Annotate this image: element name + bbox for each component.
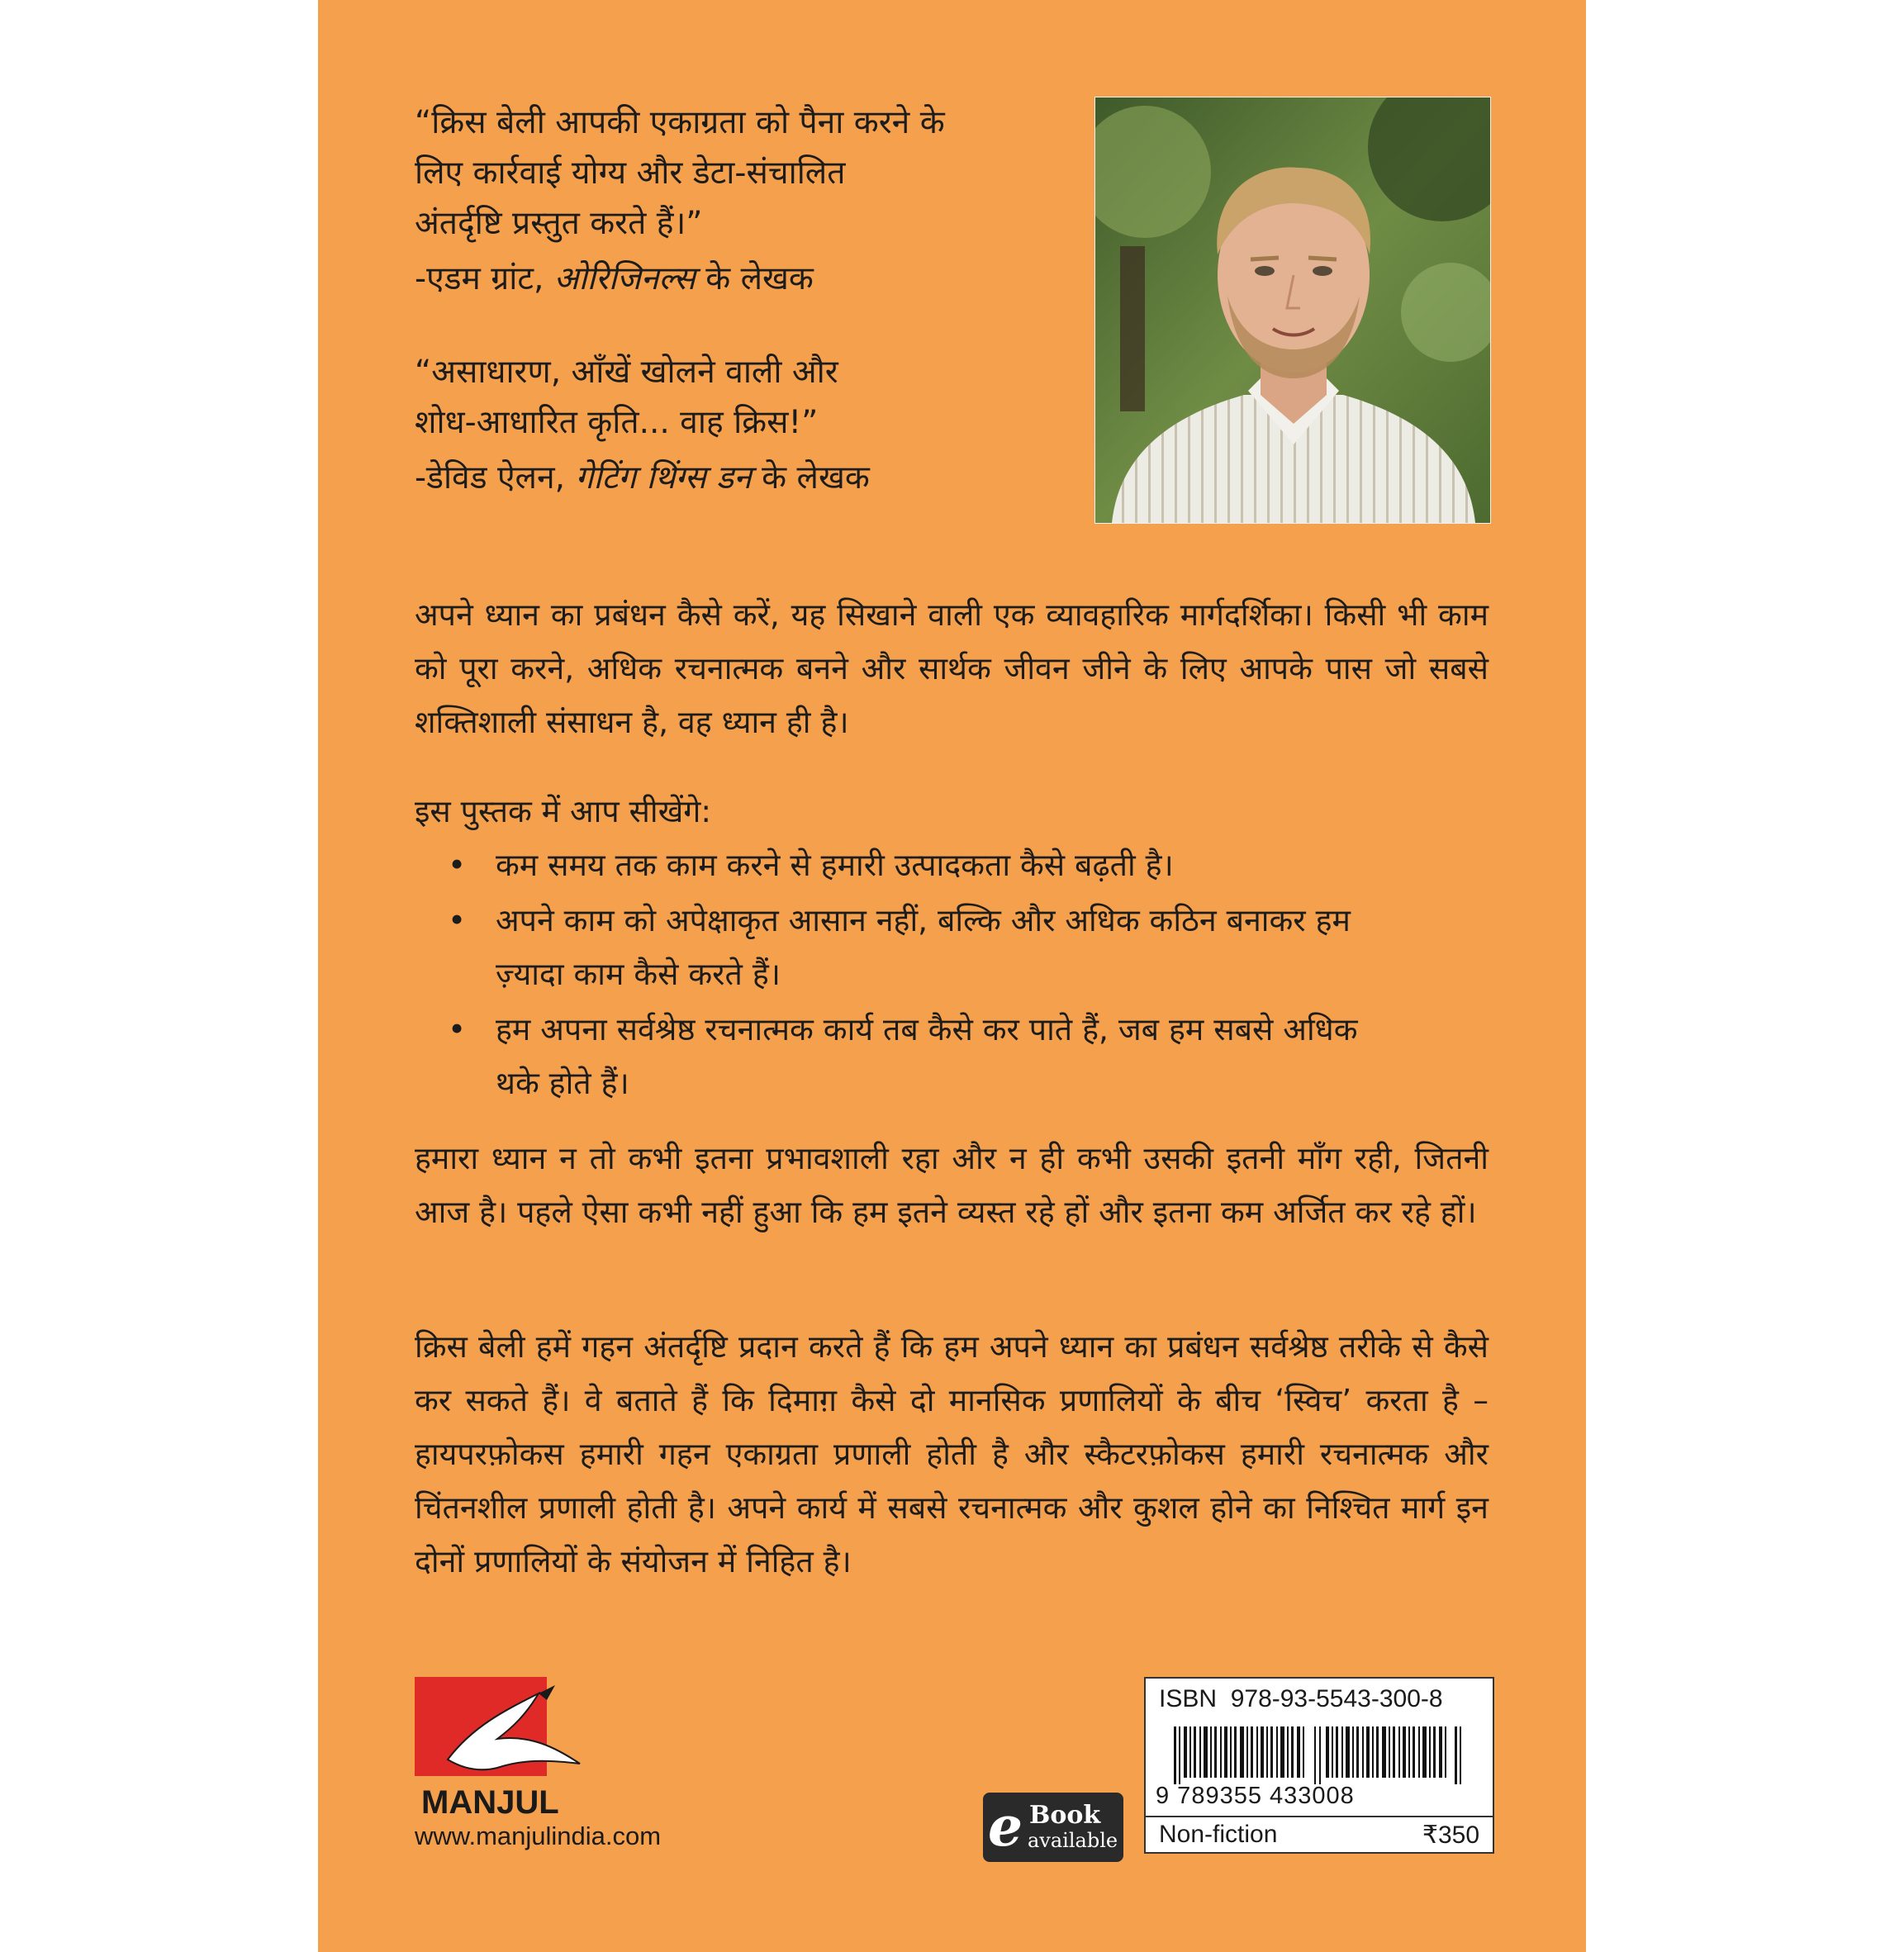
list-item [415, 1003, 1363, 1110]
barcode-digits: 9 789355 433008 [1156, 1783, 1355, 1809]
list-item-text: अपने काम को अपेक्षाकृत आसान नहीं, बल्कि और अधिक कठिन बनाकर हम ज़्यादा काम कैसे करते हैं। [496, 902, 1351, 992]
list-item [415, 838, 1489, 892]
endorsement-quote-1 [415, 97, 1075, 304]
price-row [1146, 1816, 1493, 1854]
intro-text: अपने ध्यान का प्रबंधन कैसे करें, यह सिखाने वाली एक व्यावहारिक मार्गदर्शिका। किसी भी काम को पूरा करने, अधिक रचनात्मक बनने और सार्थक जीवन जीने के लिए आपके पास जो सबसे शक्तिशाली संसाधन है, वह ध्यान ही है। [415, 596, 1489, 740]
attribution-suffix: के लेखक [751, 459, 870, 496]
quote-line: शोध-आधारित कृति... वाह क्रिस!” [415, 404, 819, 441]
genre-label: Non-fiction [1159, 1821, 1278, 1848]
ebook-word: Book [1029, 1801, 1101, 1830]
bullet-icon: • [448, 902, 467, 938]
manjul-logo-icon [415, 1677, 613, 1821]
learn-list [415, 785, 1489, 1110]
quote-line: “क्रिस बेली आपकी एकाग्रता को पैना करने के [415, 104, 945, 141]
attribution-author: -एडम ग्रांट, [415, 260, 554, 297]
attribution-book: गेटिंग थिंग्स डन [575, 459, 752, 496]
author-photo [1094, 97, 1491, 524]
publisher-url: www.manjulindia.com [415, 1821, 662, 1850]
learn-heading: इस पुस्तक में आप सीखेंगे: [415, 793, 712, 829]
attribution-author: -डेविड ऐलन, [415, 459, 576, 496]
list-item [415, 894, 1363, 1001]
paragraph-2 [415, 1132, 1489, 1239]
quote-attribution [415, 254, 1075, 304]
paragraph-3-text: क्रिस बेली हमें गहन अंतर्दृष्टि प्रदान करते हैं कि हम अपने ध्यान का प्रबंधन सर्वश्रेष्ठ तरीके से कैसे कर सकते हैं। वे बताते हैं कि दिमाग़ कैसे दो मानसिक प्रणालियों के बीच ‘स्विच’ करता है – हायपरफ़ोकस हमारी गहन एकाग्रता प्रणाली होती है और स्कैटरफ़ोकस हमारी रचनात्मक और चिंतनशील प्रणाली होती है। अपने कार्य में सबसे रचनात्मक और कुशल होने का निश्चित मार्ग इन दोनों प्रणालियों के संयोजन में निहित है। [415, 1328, 1489, 1579]
publisher-logo [415, 1677, 613, 1821]
list-item-text: हम अपना सर्वश्रेष्ठ रचनात्मक कार्य तब कैसे कर पाते हैं, जब हम सबसे अधिक थके होते हैं। [496, 1011, 1358, 1101]
attribution-suffix: के लेखक [695, 260, 814, 297]
isbn-box [1144, 1677, 1494, 1854]
quote-line: लिए कार्रवाई योग्य और डेटा-संचालित [415, 154, 846, 192]
intro-paragraph [415, 588, 1489, 749]
quote-line: अंतर्दृष्टि प्रस्तुत करते हैं।” [415, 205, 703, 242]
list-item-text: कम समय तक काम करने से हमारी उत्पादकता कैसे बढ़ती है। [496, 847, 1174, 883]
paragraph-2-text: हमारा ध्यान न तो कभी इतना प्रभावशाली रहा और न ही कभी उसकी इतनी माँग रही, जितनी आज है। पहले ऐसा कभी नहीं हुआ कि हम इतने व्यस्त रहे हों और इतना कम अर्जित कर रहे हों। [415, 1140, 1489, 1230]
price-label: ₹350 [1422, 1821, 1479, 1849]
quote-line: “असाधारण, आँखें खोलने वाली और [415, 354, 838, 391]
bullet-icon: • [448, 847, 467, 883]
quote-attribution [415, 453, 1075, 503]
ebook-status: available [1028, 1829, 1118, 1852]
isbn-label: ISBN [1159, 1685, 1218, 1712]
book-back-cover [318, 0, 1586, 1952]
isbn-number: 978-93-5543-300-8 [1230, 1685, 1443, 1712]
ebook-badge [983, 1793, 1123, 1862]
author-portrait-illustration [1095, 97, 1490, 523]
barcode-icon [1174, 1726, 1468, 1784]
endorsement-quote-2 [415, 347, 1075, 503]
bullet-icon: • [448, 1011, 467, 1047]
publisher-name: MANJUL [421, 1784, 559, 1821]
paragraph-3 [415, 1320, 1489, 1589]
isbn-line [1159, 1685, 1443, 1713]
ebook-letter: e [988, 1794, 1023, 1859]
attribution-book: ओरिजिनल्स [553, 260, 696, 297]
